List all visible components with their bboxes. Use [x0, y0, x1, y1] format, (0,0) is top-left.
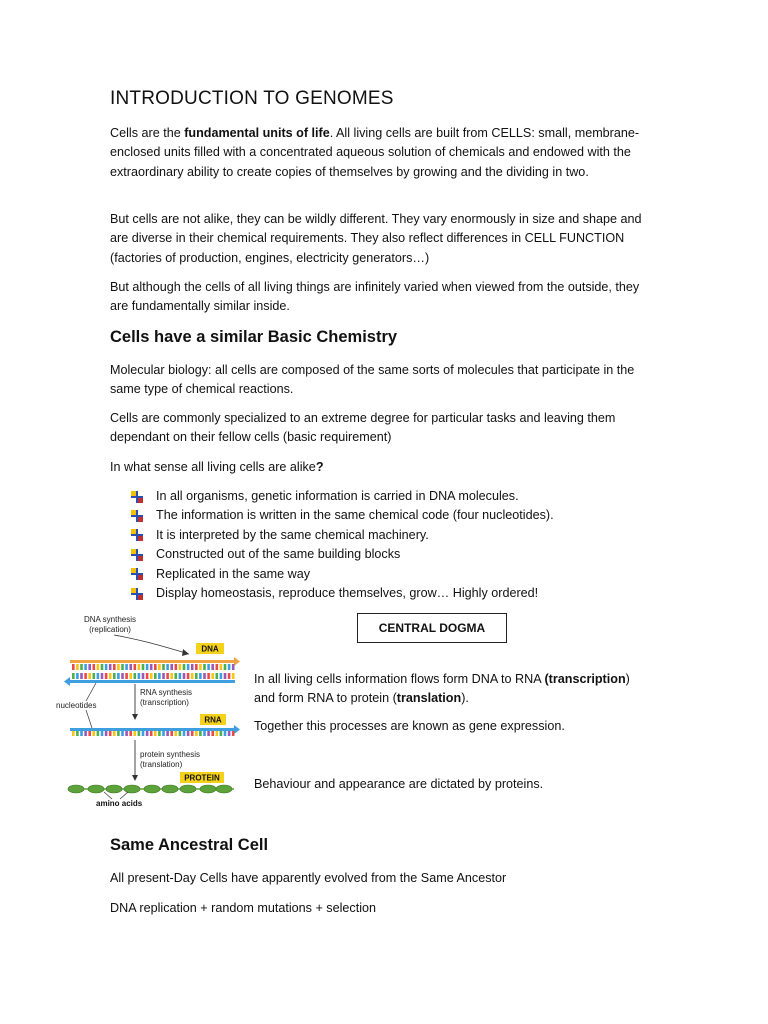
dna-base: [175, 673, 178, 679]
amino-acids-label: amino acids: [96, 799, 143, 808]
section2-paragraph-1: All present-Day Cells have apparently evolved from the Same Ancestor: [110, 871, 507, 885]
rna-base: [80, 731, 83, 736]
rna-base: [121, 731, 124, 736]
dna-base: [129, 673, 132, 679]
dna-base: [101, 664, 104, 670]
dna-base: [88, 673, 91, 679]
rna-strand: [70, 725, 240, 736]
dna-base: [72, 664, 75, 670]
bullet-text: Constructed out of the same building blocks: [156, 547, 401, 562]
dna-base: [179, 673, 182, 679]
nucleotides-label: nucleotides: [56, 701, 97, 710]
rna-base: [88, 731, 91, 736]
rna-base: [220, 731, 223, 736]
bullet-item: [130, 545, 554, 564]
text-span: In all living cells information flows form DNA to RNA: [254, 672, 545, 686]
replication-arrow: [114, 635, 189, 654]
dna-base: [191, 664, 194, 670]
dna-base: [125, 673, 128, 679]
dna-base: [72, 673, 75, 679]
dna-base: [146, 664, 149, 670]
dna-base: [158, 673, 161, 679]
rna-base: [117, 731, 120, 736]
dna-base: [121, 673, 124, 679]
dna-base: [220, 664, 223, 670]
rna-base: [105, 731, 108, 736]
dna-base: [216, 673, 219, 679]
dna-base: [88, 664, 91, 670]
protein-chain: [68, 785, 234, 793]
dna-base: [207, 664, 210, 670]
dna-base: [195, 673, 198, 679]
rna-base: [125, 731, 128, 736]
section1-question: [110, 458, 655, 477]
dna-base: [146, 673, 149, 679]
protein-synthesis-label: protein synthesis: [140, 750, 201, 759]
section1-paragraph-1: Molecular biology: all cells are composed of the same sorts of molecules that participate in the same type of chemical reactions.: [110, 363, 635, 397]
bullet-item: [130, 487, 554, 506]
dna-base: [170, 664, 173, 670]
nucleotides-pointer: [86, 710, 92, 728]
rna-label: RNA: [204, 715, 222, 725]
dna-base: [150, 664, 153, 670]
rna-base: [93, 731, 96, 736]
dna-base: [166, 673, 169, 679]
rna-base: [166, 731, 169, 736]
dna-base: [93, 673, 96, 679]
rna-base: [142, 731, 145, 736]
dna-base: [170, 673, 173, 679]
dna-base: [183, 664, 186, 670]
rna-base: [101, 731, 104, 736]
intro-paragraph-1: [110, 124, 655, 182]
amino-acid: [124, 785, 140, 793]
text-span: In what sense all living cells are alike: [110, 460, 316, 474]
dna-base: [84, 673, 87, 679]
transcription-label: (transcription): [140, 698, 189, 707]
dna-base: [93, 664, 96, 670]
amino-acid: [106, 785, 122, 793]
rna-base: [109, 731, 112, 736]
protein-label: PROTEIN: [184, 773, 220, 783]
dna-base: [109, 673, 112, 679]
rna-backbone: [70, 728, 235, 731]
rna-arrow-head: [234, 725, 240, 734]
dna-base: [224, 673, 227, 679]
dna-base: [105, 664, 108, 670]
bullet-icon: [130, 548, 144, 562]
rna-synthesis-label: RNA synthesis: [140, 688, 193, 697]
bullet-icon: [130, 509, 144, 523]
rna-base: [179, 731, 182, 736]
dna-base: [134, 673, 137, 679]
dna-base: [207, 673, 210, 679]
rna-base: [76, 731, 79, 736]
bullet-text: The information is written in the same chemical code (four nucleotides).: [156, 508, 554, 523]
arrow-head: [132, 775, 138, 781]
dna-base: [142, 673, 145, 679]
bullet-item: [130, 565, 554, 584]
rna-base: [187, 731, 190, 736]
dna-base: [97, 673, 100, 679]
rna-base: [129, 731, 132, 736]
bold-text: translation: [396, 691, 462, 706]
rna-base: [150, 731, 153, 736]
dna-base: [162, 673, 165, 679]
dogma-paragraph-2: Together this processes are known as gene expression.: [254, 719, 565, 733]
rna-base: [191, 731, 194, 736]
translation-label: (translation): [140, 760, 183, 769]
dna-backbone-top: [70, 660, 235, 663]
dna-base: [211, 664, 214, 670]
rna-base: [232, 731, 235, 736]
amino-acid: [162, 785, 178, 793]
dna-base: [80, 664, 83, 670]
dna-base: [84, 664, 87, 670]
dogma-paragraph-1: [254, 670, 654, 709]
rna-base: [162, 731, 165, 736]
dna-base: [105, 673, 108, 679]
dna-base: [109, 664, 112, 670]
text-span: Cells are the: [110, 126, 185, 140]
bullet-icon: [130, 490, 144, 504]
bullet-item: [130, 584, 554, 603]
rna-base: [134, 731, 137, 736]
dna-base: [211, 673, 214, 679]
dna-base: [117, 664, 120, 670]
rna-base: [97, 731, 100, 736]
dna-base: [187, 673, 190, 679]
dna-base: [232, 673, 235, 679]
dna-base: [228, 673, 231, 679]
dna-base: [113, 664, 116, 670]
rna-base: [211, 731, 214, 736]
bullet-text: Display homeostasis, reproduce themselves, grow… Highly ordered!: [156, 585, 539, 600]
dna-base: [179, 664, 182, 670]
bold-text: fundamental units of life: [184, 126, 330, 140]
section-heading-ancestral-cell: Same Ancestral Cell: [110, 836, 269, 854]
intro-paragraph-2: But cells are not alike, they can be wildly different. They vary enormously in size and shape and are diverse in their chemical requirements. They also reflect differences in CELL FUNCTION (factories of production, engines, electricity generators…): [110, 212, 642, 265]
dna-arrow-head: [234, 657, 240, 666]
dna-base: [162, 664, 165, 670]
dna-base: [134, 664, 137, 670]
bullet-list: [130, 487, 554, 603]
text-span: ) and form RNA to protein (: [254, 672, 630, 706]
rna-base: [207, 731, 210, 736]
rna-base: [175, 731, 178, 736]
section-heading-basic-chemistry: Cells have a similar Basic Chemistry: [110, 328, 398, 346]
dna-base: [142, 664, 145, 670]
dna-base: [203, 664, 206, 670]
dogma-paragraph-3: Behaviour and appearance are dictated by proteins.: [254, 777, 544, 791]
rna-base: [72, 731, 75, 736]
dna-base: [76, 664, 79, 670]
dna-base: [195, 664, 198, 670]
rna-base: [158, 731, 161, 736]
text-span: . All living cells are built from CELLS: small, membrane-enclosed units filled with a concentrated aqueous solution of chemicals and endowed with the extraordinary ability to create copies of themselves by growing and the dividing in two.: [110, 126, 640, 179]
dna-base: [101, 673, 104, 679]
central-dogma-box: CENTRAL DOGMA: [357, 613, 507, 643]
bullet-item: [130, 506, 554, 525]
dna-base: [154, 673, 157, 679]
dna-base: [199, 664, 202, 670]
text-span: ).: [461, 691, 469, 706]
amino-acids-pointer: [120, 792, 128, 799]
dna-base: [97, 664, 100, 670]
dna-base: [232, 664, 235, 670]
dna-base: [125, 664, 128, 670]
dna-base: [129, 664, 132, 670]
dna-base: [121, 664, 124, 670]
bold-text: ?: [315, 460, 324, 474]
dna-base: [117, 673, 120, 679]
dna-base: [203, 673, 206, 679]
rna-base: [228, 731, 231, 736]
dna-base: [154, 664, 157, 670]
rna-base: [183, 731, 186, 736]
rna-base: [113, 731, 116, 736]
rna-base: [146, 731, 149, 736]
rna-base: [170, 731, 173, 736]
nucleotides-pointer: [86, 683, 96, 701]
replication-label: (replication): [89, 625, 131, 634]
bullet-text: In all organisms, genetic information is carried in DNA molecules.: [156, 489, 519, 503]
dna-base: [138, 664, 141, 670]
dna-base: [166, 664, 169, 670]
central-dogma-diagram: [56, 610, 252, 810]
dna-arrow-head: [64, 677, 70, 686]
dna-label: DNA: [201, 644, 219, 654]
bullet-icon: [130, 567, 144, 581]
rna-base: [138, 731, 141, 736]
intro-paragraph-3: But although the cells of all living things are infinitely varied when viewed from the outside, they are fundamentally similar inside.: [110, 280, 640, 314]
bullet-text: It is interpreted by the same chemical machinery.: [156, 527, 429, 542]
dna-base: [138, 673, 141, 679]
dna-base: [150, 673, 153, 679]
page-title: INTRODUCTION TO GENOMES: [110, 88, 394, 109]
dna-base: [224, 664, 227, 670]
dna-backbone-bottom: [70, 680, 235, 683]
amino-acids-pointer: [104, 792, 112, 799]
arrow-head: [132, 714, 138, 720]
dna-base: [183, 673, 186, 679]
dna-double-helix: [64, 657, 240, 686]
dna-base: [76, 673, 79, 679]
bullet-item: [130, 526, 554, 545]
dna-synthesis-label: DNA synthesis: [83, 615, 137, 624]
amino-acid: [200, 785, 216, 793]
dna-base: [191, 673, 194, 679]
rna-base: [224, 731, 227, 736]
rna-base: [84, 731, 87, 736]
dna-base: [228, 664, 231, 670]
bullet-icon: [130, 528, 144, 542]
dna-base: [113, 673, 116, 679]
dna-base: [175, 664, 178, 670]
rna-base: [203, 731, 206, 736]
bold-text: (transcription: [544, 672, 626, 686]
section1-paragraph-2: Cells are commonly specialized to an extreme degree for particular tasks and leaving them dependant on their fellow cells (basic requirement): [110, 411, 616, 445]
amino-acid: [88, 785, 104, 793]
dna-base: [80, 673, 83, 679]
rna-base: [199, 731, 202, 736]
arrow-head: [182, 649, 189, 656]
amino-acid: [180, 785, 196, 793]
dna-base: [158, 664, 161, 670]
rna-base: [216, 731, 219, 736]
amino-acid: [144, 785, 160, 793]
amino-acid: [68, 785, 84, 793]
dna-base: [187, 664, 190, 670]
bullet-icon: [130, 587, 144, 601]
bullet-text: Replicated in the same way: [156, 566, 311, 581]
dna-base: [199, 673, 202, 679]
amino-acid: [216, 785, 232, 793]
rna-base: [154, 731, 157, 736]
dna-base: [216, 664, 219, 670]
rna-base: [195, 731, 198, 736]
section2-paragraph-2: DNA replication + random mutations + selection: [110, 901, 377, 915]
dna-base: [220, 673, 223, 679]
